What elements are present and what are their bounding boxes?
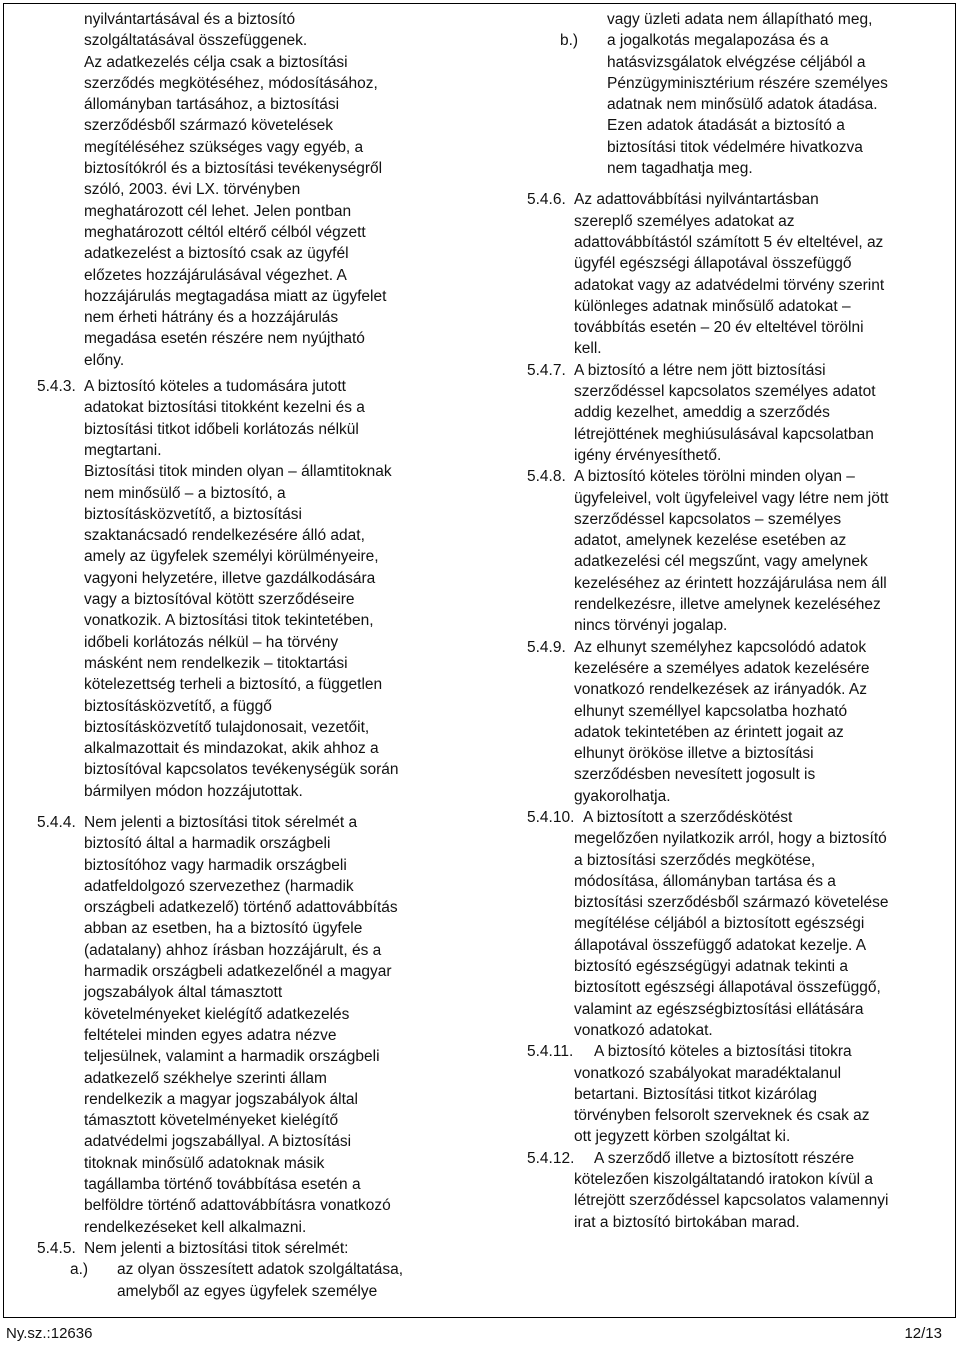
text-line: alkalmazottait és mindazokat, akik ahhoz a xyxy=(84,740,379,758)
text-line: A biztosított a szerződéskötést xyxy=(583,808,793,826)
text-line: kötelezően kiszolgáltatandó iratokon kívül a xyxy=(574,1171,873,1189)
text-line: biztosító által a harmadik országbeli xyxy=(84,835,331,853)
text-line: Az elhunyt személyhez kapcsolódó adatok xyxy=(574,638,867,656)
text-line: a jogalkotás megalapozása és a xyxy=(607,32,829,50)
list-item-a xyxy=(70,1259,462,1302)
clause-number: 5.4.3. xyxy=(37,378,76,396)
text-line: Ezen adatok átadását a biztosító a xyxy=(607,117,845,135)
text-line: meghatározott cél lehet. Jelen pontban xyxy=(84,202,352,220)
text-line: A biztosító a létre nem jött biztosítási xyxy=(574,361,826,379)
text-line: szerződésből származó követelések xyxy=(84,117,333,135)
text-line: állományban tartásához, a biztosítási xyxy=(84,96,340,114)
text-line: biztosításközvetítő, a függő xyxy=(84,697,272,715)
item-label: a.) xyxy=(70,1261,89,1279)
text-line: adatkezelési cél megszűnt, vagy amelynek xyxy=(574,553,868,571)
text-line: kell. xyxy=(574,340,602,358)
text-line: addig kezelhet, ameddig a szerződés xyxy=(574,404,830,422)
text-line: szóló, 2003. évi LX. törvényben xyxy=(84,181,301,199)
clause-number: 5.4.9. xyxy=(527,638,566,656)
text-line: rendelkezésre, illetve amelynek kezeléséhez xyxy=(574,596,881,614)
clause-number: 5.4.7. xyxy=(527,361,566,379)
text-line: rendelkezéseket kell alkalmazni. xyxy=(84,1218,307,1236)
right-column xyxy=(527,9,947,1233)
text-line: rendelkezik a magyar jogszabályok által xyxy=(84,1090,358,1108)
clause-number: 5.4.6. xyxy=(527,191,566,209)
text-line: Az adattovábbítási nyilvántartásban xyxy=(574,191,819,209)
text-line: titoknak minősülő adatoknak másik xyxy=(84,1154,325,1172)
text-line: biztosítási titkot időbeli korlátozás nélkül xyxy=(84,420,359,438)
item-label: b.) xyxy=(560,32,579,50)
text-line: feltételei minden egyes adatra nézve xyxy=(84,1026,337,1044)
page-number: 12/13 xyxy=(904,1325,942,1342)
list-item-b xyxy=(560,30,947,179)
text-line: ügyfél egészségi állapotával összefüggő xyxy=(574,255,852,273)
text-line: adatkezelő székhelye szerinti állam xyxy=(84,1069,327,1087)
text-line: biztosító egészségügyi adatnak tekinti a xyxy=(574,958,849,976)
text-line: megelőzően nyilatkozik arról, hogy a biztosító xyxy=(574,830,887,848)
text-line: szaktanácsadó rendelkezésére álló adat, xyxy=(84,527,365,545)
text-line: szerződéssel kapcsolatos – személyes xyxy=(574,510,842,528)
text-line: előny. xyxy=(84,351,125,369)
clause-5-4-8 xyxy=(527,466,947,636)
clause-5-4-12 xyxy=(527,1148,947,1233)
text-line: A biztosító köteles a tudomására jutott xyxy=(84,378,346,396)
text-line: nyilvántartásával és a biztosító xyxy=(84,11,296,28)
text-line: követelményeket kielégítő adatkezelés xyxy=(84,1005,350,1023)
text-line: betartani. Biztosítási titkot kizárólag xyxy=(574,1085,817,1103)
text-line: biztosításközvetítő tulajdonosait, vezetőit, xyxy=(84,718,370,736)
clause-number: 5.4.10. xyxy=(527,808,575,826)
text-line: adatok tekintetében az érintett jogait az xyxy=(574,723,844,741)
text-line: hatásvizsgálatok elvégzése céljából a xyxy=(607,53,866,71)
text-line: Nem jelenti a biztosítási titok sérelmét a xyxy=(84,813,358,831)
clause-number: 5.4.12. xyxy=(527,1149,575,1167)
text-line: vonatkozó rendelkezések az irányadók. Az xyxy=(574,681,867,699)
text-line: megítéléséhez szükséges vagy egyéb, a xyxy=(84,138,364,156)
text-line: Pénzügyminisztérium részére személyes xyxy=(607,74,888,92)
clause-5-4-10 xyxy=(527,807,947,1041)
text-line: nincs törvényi jogalap. xyxy=(574,617,728,635)
text-line: biztosításközvetítő, a biztosítási xyxy=(84,505,302,523)
text-line: biztosított egészségi állapotával összefüggő, xyxy=(574,979,881,997)
text-line: ott jegyzett körben szolgáltat ki. xyxy=(574,1128,791,1146)
text-line: létrejöttének meghiúsulásával kapcsolatban xyxy=(574,425,874,443)
text-line: igény érvényesíthető. xyxy=(574,446,722,464)
text-line: adatvédelmi jogszabállyal. A biztosítási xyxy=(84,1133,352,1151)
clause-number: 5.4.4. xyxy=(37,813,76,831)
text-line: elhunyt örököse illetve a biztosítási xyxy=(574,745,814,763)
text-line: szerződéssel kapcsolatos személyes adatot xyxy=(574,383,876,401)
text-line: továbbítás esetén – 20 év elteltével törölni xyxy=(574,319,864,337)
text-line: Nem jelenti a biztosítási titok sérelmét: xyxy=(84,1239,349,1257)
text-line: szolgáltatásával összefüggenek. xyxy=(84,32,308,50)
clause-5-4-11 xyxy=(527,1041,947,1147)
text-line: adatnak nem minősülő adatok átadása. xyxy=(607,96,878,114)
text-line: biztosítóhoz vagy harmadik országbeli xyxy=(84,856,347,874)
text-line: megadása esetén részére nem nyújtható xyxy=(84,330,365,348)
text-line: előzetes hozzájárulásával végezhet. A xyxy=(84,266,347,284)
text-line: országbeli adatkezelő) történő adattovábbítás xyxy=(84,899,398,917)
text-line: amely az ügyfelek személyi körülményeire, xyxy=(84,548,379,566)
text-line: adatokat biztosítási titokként kezelni és a xyxy=(84,399,365,417)
text-line: támasztott követelményeket kielégítő xyxy=(84,1112,339,1130)
text-line: szereplő személyes adatokat az xyxy=(574,212,795,230)
text-line: biztosítási titok védelmére hivatkozva xyxy=(607,138,863,156)
text-line: vonatkozik. A biztosítási titok tekintetében, xyxy=(84,612,374,630)
text-line: vagy üzleti adata nem állapítható meg, xyxy=(607,11,873,28)
text-line: vagy a biztosítóval kötött szerződéseire xyxy=(84,591,355,609)
text-line: másként nem rendelkezik – titoktartási xyxy=(84,654,348,672)
text-line: A biztosító köteles a biztosítási titokra xyxy=(594,1043,852,1061)
text-line: állapotával összefüggő adatokat kezelje. A xyxy=(574,936,867,954)
text-line: abban az esetben, ha a biztosító ügyfele xyxy=(84,920,363,938)
text-line: nem minősülő – a biztosító, a xyxy=(84,484,286,502)
text-line: harmadik országbeli adatkezelőnél a magyar xyxy=(84,963,392,981)
clause-5-4-6 xyxy=(527,189,947,359)
text-line: megítélése céljából a biztosított egészségi xyxy=(574,915,865,933)
text-line: belföldre történő adattovábbításra vonatkozó xyxy=(84,1197,391,1215)
text-line: meghatározott céltól eltérő célból végzett xyxy=(84,223,366,241)
text-line: valamint az egészségbiztosítási ellátására xyxy=(574,1000,864,1018)
clause-5-4-3 xyxy=(37,376,462,802)
text-line: szerződésben nevesített jogosult is xyxy=(574,766,816,784)
text-line: nem érheti hátrány és a hozzájárulás xyxy=(84,309,339,327)
text-line: ügyfeleivel, volt ügyfeleivel vagy létre nem jött xyxy=(574,489,889,507)
text-line: törvényben felsorolt szerveknek és csak az xyxy=(574,1107,870,1125)
text-line: különleges adatnak minősülő adatokat – xyxy=(574,297,851,315)
text-line: létrejött szerződéssel kapcsolatos valamennyi xyxy=(574,1192,889,1210)
text-line: adatot, amelynek kezelése esetében az xyxy=(574,532,847,550)
text-line: nem tagadhatja meg. xyxy=(607,160,753,178)
clause-number: 5.4.11. xyxy=(527,1043,574,1061)
clause-5-4-5 xyxy=(37,1238,462,1259)
text-line: amelyből az egyes ügyfelek személye xyxy=(117,1282,378,1300)
clause-5-4-4 xyxy=(37,812,462,1238)
text-line: hozzájárulás megtagadása miatt az ügyfelet xyxy=(84,287,387,305)
text-line: jogszabályok által támasztott xyxy=(84,984,283,1002)
text-line: elhunyt személlyel kapcsolatba hozható xyxy=(574,702,848,720)
text-line: adatkezelést a biztosító csak az ügyfél xyxy=(84,245,349,263)
clause-number: 5.4.8. xyxy=(527,468,566,486)
text-line: irat a biztosító birtokában marad. xyxy=(574,1213,800,1231)
text-line: bármilyen módon hozzájutottak. xyxy=(84,782,303,800)
text-line: A biztosító köteles törölni minden olyan – xyxy=(574,468,855,486)
text-line: szerződés megkötéséhez, módosításához, xyxy=(84,74,378,92)
text-line: tagállamba történő továbbítása esetén a xyxy=(84,1176,361,1194)
text-line: megtartani. xyxy=(84,441,162,459)
text-line: (adatalany) ahhoz írásban hozzájárult, és a xyxy=(84,941,382,959)
text-line: vonatkozó adatokat. xyxy=(574,1021,713,1039)
document-number: Ny.sz.:12636 xyxy=(6,1325,93,1342)
text-line: teljesülnek, valamint a harmadik országbeli xyxy=(84,1048,380,1066)
text-line: kezeléséhez az érintett hozzájárulása nem áll xyxy=(574,574,887,592)
text-line: adatokat vagy az adatvédelmi törvény szerint xyxy=(574,276,885,294)
clause-5-4-9 xyxy=(527,637,947,807)
text-line: vonatkozó szabályokat maradéktalanul xyxy=(574,1064,842,1082)
text-line: kötelezettség terheli a biztosító, a független xyxy=(84,676,383,694)
page-footer xyxy=(6,1324,942,1344)
text-line: biztosítási szerződésből származó követelése xyxy=(574,894,889,912)
text-line: gyakorolhatja. xyxy=(574,787,671,805)
clause-number: 5.4.5. xyxy=(37,1239,76,1257)
continuation-line xyxy=(527,9,947,30)
intro-paragraph xyxy=(37,9,462,371)
text-line: biztosítóval kapcsolatos tevékenységük során xyxy=(84,761,399,779)
clause-5-4-7 xyxy=(527,360,947,466)
text-line: időbeli korlátozás nélkül – ha törvény xyxy=(84,633,339,651)
text-line: adattovábbítástól számított 5 év elteltével, az xyxy=(574,233,884,251)
text-line: az olyan összesített adatok szolgáltatása, xyxy=(117,1261,404,1279)
text-line: vagyoni helyzetére, illetve gazdálkodására xyxy=(84,569,376,587)
text-line: a biztosítási szerződés megkötése, xyxy=(574,851,816,869)
text-line: Az adatkezelés célja csak a biztosítási xyxy=(84,53,348,71)
text-line: Biztosítási titok minden olyan – államtitoknak xyxy=(84,463,392,481)
text-line: biztosítókról és a biztosítási tevékenységről xyxy=(84,160,383,178)
text-line: adatfeldolgozó szervezethez (harmadik xyxy=(84,877,354,895)
text-line: kezelésére a személyes adatok kezelésére xyxy=(574,659,870,677)
text-line: A szerződő illetve a biztosított részére xyxy=(594,1149,855,1167)
text-line: módosítása, állományban tartása és a xyxy=(574,872,836,890)
left-column xyxy=(37,9,462,1302)
